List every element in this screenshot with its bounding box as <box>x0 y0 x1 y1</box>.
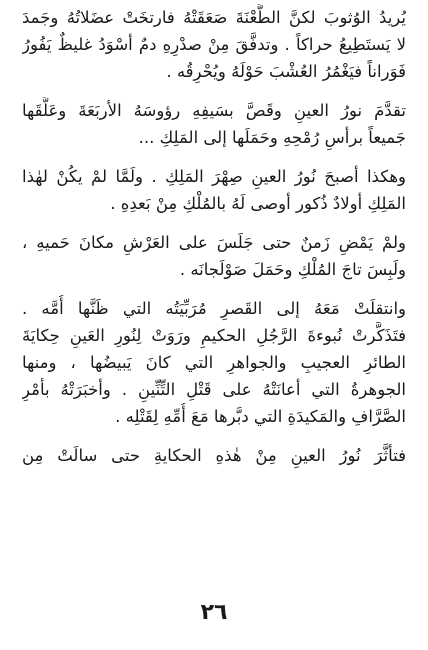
paragraph-gap <box>22 430 406 442</box>
text-line: المَلِكِ أولادٌ ذُكور أوصى لَهُ بالمُلْكِ مِنْ بَعدِهِ . <box>110 194 406 213</box>
paragraph-1 <box>22 4 406 85</box>
paragraph-2 <box>22 97 406 151</box>
paragraph-gap <box>22 151 406 163</box>
text-line: تقدَّمَ نورُ العينِ وقَصَّ بسَيفِهِ رؤوسَهُ الأربَعَةَ وعَلَّقَها <box>22 101 406 120</box>
text-line: وهكذا أصبحَ نُورُ العينِ صِهْرَ المَلِكِ . ولَمَّا لمْ يكُنْ لهٰذا <box>22 167 406 186</box>
text-line: فَوَراناً فيَغْمُرُ العُشْبَ حَوْلَهُ ويُحْرِقُه . <box>166 62 406 81</box>
paragraph-5 <box>22 295 406 430</box>
paragraph-4 <box>22 229 406 283</box>
text-line: الصَّرَّافِ والمَكيدَةِ التي دبَّرها مَعَ أُمِّهِ لِقَتْلِه . <box>115 407 406 426</box>
paragraph-gap <box>22 85 406 97</box>
text-line: ولَبِسَ تاجَ المُلْكِ وحَمَلَ صَوْلَجانَه . <box>179 260 406 279</box>
text-line: يُريدُ الوُثوبَ لكنَّ الطَّعْنَةَ صَعَقَتْهُ فارتخَتْ عضَلاتُهُ وجَمدَ <box>22 8 406 27</box>
paragraph-gap <box>22 283 406 295</box>
text-line: لا يَستَطِيعُ حراكاً . وتدفَّقَ مِنْ صدْرِهِ دمٌ أسْوَدُ غليظٌ يَفُورُ <box>22 35 406 54</box>
text-line: جَميعاً برأسِ رُمْحِهِ وحَمَلَها إلى المَلِكِ ... <box>138 128 406 147</box>
text-line: الجوهرةُ التي أعانَتْهُ على قَتْلِ التِّنِّينِ . وأخبَرَتْهُ بأمْرِ <box>22 380 406 399</box>
page-number: ٢٦ <box>200 600 228 625</box>
paragraph-3 <box>22 163 406 217</box>
text-line: ولمْ يَمْضِ زَمنٌ حتى جَلَسَ على العَرْشِ مكانَ حَميهِ ، <box>22 233 406 252</box>
text-line: الطائرِ العجيبِ والجواهرِ التي كانَ يَبيضُها ، ومنها <box>22 353 406 372</box>
paragraph-gap <box>22 217 406 229</box>
text-line: فتَذَكَّرتْ نُبوءةَ الرَّجُلِ الحكيمِ ورَوَتْ لِنُورِ العَينِ حِكايَةَ <box>22 326 406 345</box>
text-line: وانتقلَتْ مَعَهُ إلى القَصرِ مُرَبِّيَتُه التي ظَنَّها أُمَّه . <box>22 299 406 318</box>
paragraph-6 <box>22 442 406 469</box>
text-line: فتأثَّرَ نُورُ العينِ مِنْ هٰذهِ الحكايةِ حتى سالَتْ مِن <box>22 446 406 465</box>
